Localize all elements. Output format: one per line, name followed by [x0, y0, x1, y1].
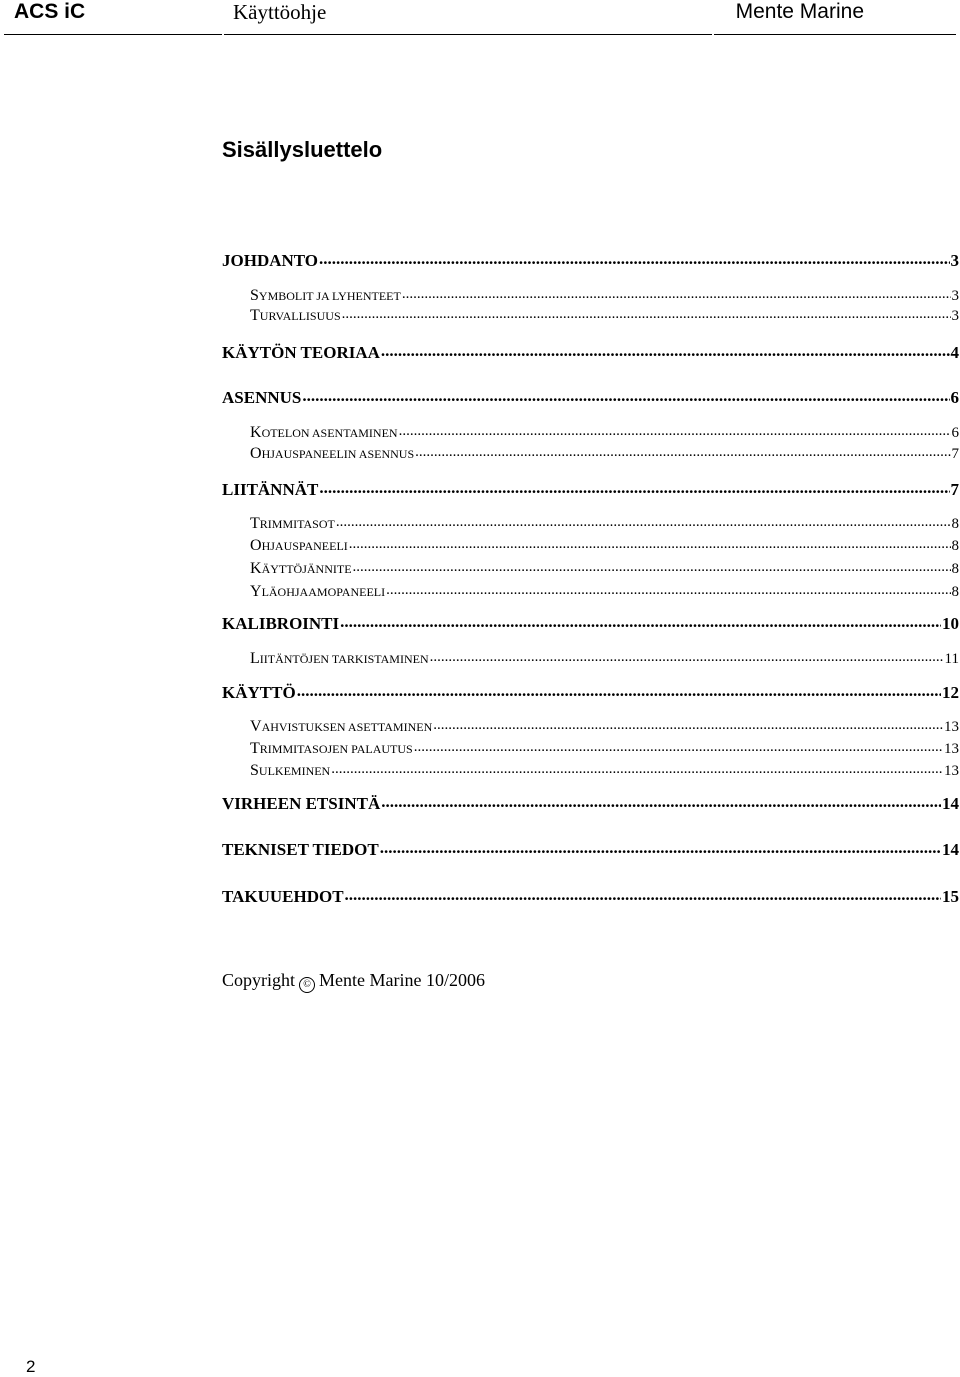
toc-leader-dots — [342, 305, 951, 320]
toc-entry-liitannat[interactable] — [222, 478, 959, 500]
toc-page-number: 15 — [942, 887, 959, 906]
toc-leader-dots — [297, 681, 941, 698]
toc-entry-kalibrointi[interactable] — [222, 612, 959, 634]
toc-entry-label: KÄYTTÖ — [222, 683, 296, 702]
toc-entry-label: YLÄOHJAAMOPANEELI — [250, 583, 386, 600]
toc-entry-johdanto[interactable] — [222, 249, 959, 271]
header-rule — [224, 34, 712, 35]
toc-page-number: 8 — [951, 538, 959, 554]
toc-entry-tekniset-tiedot[interactable] — [222, 838, 959, 860]
toc-page-number: 13 — [944, 763, 959, 779]
toc-page-number: 14 — [942, 794, 959, 813]
toc-page-number: 13 — [944, 719, 959, 735]
toc-entry-label: JOHDANTO — [222, 251, 319, 270]
toc-entry-label: SULKEMINEN — [250, 762, 331, 779]
toc-leader-dots — [433, 716, 943, 731]
copyright-notice — [222, 969, 485, 992]
toc-leader-dots — [340, 612, 941, 629]
toc-leader-dots — [430, 648, 944, 663]
toc-page-number: 3 — [951, 308, 959, 324]
toc-entry-label: KALIBROINTI — [222, 614, 340, 633]
toc-entry-ohjauspaneeli[interactable] — [222, 535, 959, 555]
toc-page-number: 10 — [942, 614, 959, 633]
toc-entry-label: VIRHEEN ETSINTÄ — [222, 794, 381, 813]
toc-entry-label: SYMBOLIT JA LYHENTEET — [250, 287, 401, 304]
toc-entry-takuuehdot[interactable] — [222, 885, 959, 907]
toc-entry-trimmitasot[interactable] — [222, 513, 959, 533]
toc-leader-dots — [302, 386, 949, 403]
toc-page-number: 6 — [950, 388, 959, 407]
header-rule — [714, 34, 956, 35]
toc-leader-dots — [386, 581, 950, 596]
toc-title: Sisällysluettelo — [222, 137, 383, 162]
header-document-type: Käyttöohje — [233, 0, 327, 24]
toc-entry-label: VAHVISTUKSEN ASETTAMINEN — [250, 718, 433, 735]
toc-entry-sulkeminen[interactable] — [222, 760, 959, 780]
toc-entry-kotelon-asentaminen[interactable] — [222, 422, 959, 442]
toc-entry-label: TEKNISET TIEDOT — [222, 840, 379, 859]
toc-page-number: 6 — [951, 425, 959, 441]
toc-entry-ohjauspaneelin-asennus[interactable] — [222, 443, 959, 463]
toc-page-number: 14 — [942, 840, 959, 859]
toc-leader-dots — [349, 535, 951, 550]
toc-entry-vahvistuksen-asettaminen[interactable] — [222, 716, 959, 736]
copyright-prefix: Copyright — [222, 970, 296, 990]
toc-page-number: 3 — [951, 288, 959, 304]
toc-page-number: 8 — [951, 516, 959, 532]
toc-leader-dots — [319, 249, 949, 266]
toc-leader-dots — [331, 760, 943, 775]
toc-leader-dots — [381, 792, 941, 809]
toc-entry-asennus[interactable] — [222, 386, 959, 408]
toc-entry-turvallisuus[interactable] — [222, 305, 959, 325]
toc-leader-dots — [381, 341, 950, 358]
toc-entry-kaytto[interactable] — [222, 681, 959, 703]
toc-entry-label: OHJAUSPANEELIN ASENNUS — [250, 445, 415, 462]
toc-page-number: 11 — [944, 651, 959, 667]
toc-entry-label: KÄYTTÖJÄNNITE — [250, 560, 352, 577]
page-header — [0, 0, 960, 36]
toc-entry-symbolit[interactable] — [222, 285, 959, 305]
toc-entry-trimmitasojen-palautus[interactable] — [222, 738, 959, 758]
toc-leader-dots — [345, 885, 941, 902]
toc-entry-kayton-teoriaa[interactable] — [222, 341, 959, 363]
toc-leader-dots — [380, 838, 941, 855]
toc-entry-label: TRIMMITASOT — [250, 515, 335, 532]
page-number: 2 — [26, 1357, 36, 1376]
toc-leader-dots — [319, 478, 949, 495]
toc-entry-label: LIITÄNNÄT — [222, 480, 319, 499]
header-company: Mente Marine — [735, 0, 864, 23]
toc-page-number: 7 — [951, 446, 959, 462]
toc-leader-dots — [415, 443, 950, 458]
copyright-icon: © — [299, 977, 315, 993]
toc-page-number: 8 — [951, 584, 959, 600]
toc-entry-label: TRIMMITASOJEN PALAUTUS — [250, 740, 413, 757]
header-brand: ACS iC — [14, 0, 86, 23]
toc-leader-dots — [399, 422, 951, 437]
toc-leader-dots — [414, 738, 943, 753]
toc-entry-label: OHJAUSPANEELI — [250, 537, 348, 554]
toc-leader-dots — [353, 558, 951, 573]
toc-entry-virheen-etsinta[interactable] — [222, 792, 959, 814]
copyright-owner: Mente Marine 10/2006 — [319, 970, 485, 990]
toc-entry-label: TURVALLISUUS — [250, 307, 341, 324]
header-rule — [4, 34, 222, 35]
toc-entry-label: KÄYTÖN TEORIAA — [222, 343, 380, 362]
toc-page-number: 8 — [951, 561, 959, 577]
toc-entry-label: ASENNUS — [222, 388, 302, 407]
toc-page-number: 3 — [950, 251, 959, 270]
toc-entry-label: KOTELON ASENTAMINEN — [250, 424, 398, 441]
toc-leader-dots — [402, 285, 951, 300]
toc-leader-dots — [336, 513, 951, 528]
toc-page-number: 13 — [944, 741, 959, 757]
toc-entry-label: TAKUUEHDOT — [222, 887, 344, 906]
toc-entry-ylaohjaamopaneeli[interactable] — [222, 581, 959, 601]
toc-page-number: 12 — [942, 683, 959, 702]
toc-page-number: 4 — [950, 343, 959, 362]
toc-entry-label: LIITÄNTÖJEN TARKISTAMINEN — [250, 650, 429, 667]
toc-entry-kayttojannite[interactable] — [222, 558, 959, 578]
toc-entry-liitantojen-tarkistaminen[interactable] — [222, 648, 959, 668]
toc-page-number: 7 — [950, 480, 959, 499]
